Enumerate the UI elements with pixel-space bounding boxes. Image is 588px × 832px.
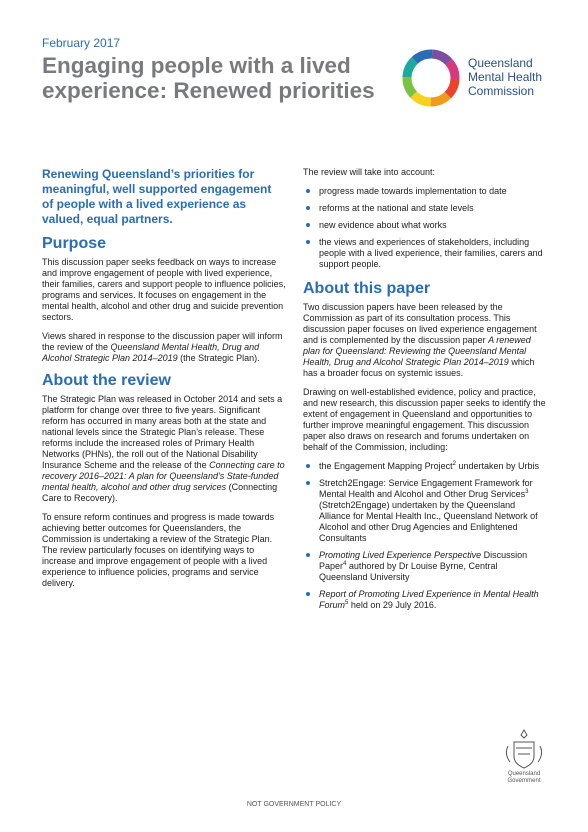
list-item: reforms at the national and state levels bbox=[303, 203, 547, 214]
logo-line: Mental Health bbox=[468, 70, 543, 84]
review-paragraph-2: To ensure reform continues and progress is made towards achieving better outcomes for Queenslanders, the Commission is undertaking a review of the Strategic Plan. The review particularly focuses on identifying ways to increase and improve engagement of people with a lived experience to influence policies, programs and service delivery. bbox=[42, 512, 275, 588]
left-column bbox=[42, 167, 286, 597]
review-heading: About the review bbox=[42, 372, 171, 389]
list-item: Promoting Lived Experience Perspective Discussion Paper$^4$ authored by Dr Louise Byrne, Central Queensland University bbox=[303, 550, 547, 583]
purpose-paragraph-1: This discussion paper seeks feedback on ways to increase and improve engagement of people with lived experience, their families, carers and support people to influence policies, programs and services. It focuses on engagement in the mental health, alcohol and other drug and suicide prevention sectors. bbox=[42, 257, 286, 322]
commission-logo-icon bbox=[401, 48, 461, 108]
date-label: February 2017 bbox=[42, 36, 121, 50]
list-item: progress made towards implementation to date bbox=[303, 186, 547, 197]
paper-paragraph-2: Drawing on well-established evidence, policy and practice, and new research, this discussion paper seeks to identify the extent of engagement in Queensland and opportunities to further improve meaningful engagement. This discussion paper also draws on research and forums undertaken on behalf of the Commission, including: bbox=[303, 387, 546, 452]
list-item: the Engagement Mapping Project$^2$ undertaken by Urbis bbox=[303, 461, 547, 472]
list-item: new evidence about what works bbox=[303, 220, 547, 231]
list-item: the views and experiences of stakeholders, including people with a lived experience, their families, carers and support people. bbox=[303, 237, 547, 270]
commission-logo-text bbox=[468, 56, 542, 98]
footer-disclaimer: NOT GOVERNMENT POLICY bbox=[246, 801, 342, 808]
review-intro: The review will take into account: bbox=[303, 167, 436, 177]
purpose-heading: Purpose bbox=[42, 235, 107, 252]
list-item: Report of Promoting Lived Experience in Mental Health Forum$^5$ held on 29 July 2016. bbox=[303, 589, 547, 611]
sources-list bbox=[303, 461, 547, 611]
page-title: Engaging people with a lived experience: Renewed priorities bbox=[42, 53, 375, 103]
logo-line: Commission bbox=[468, 84, 535, 98]
paper-paragraph-1: Two discussion papers have been released by the Commission as part of its consultation process. This discussion paper focuses on lived experience engagement and is complemented by the discussion paper A renewed plan for Queensland: Reviewing the Queensland Mental Health, Drug and Alcohol Strategic Plan 2014–2019 which has a broader focus on systemic issues. bbox=[303, 302, 537, 378]
queensland-government-text bbox=[498, 771, 550, 785]
list-item: Stretch2Engage: Service Engagement Framework for Mental Health and Alcohol and Other Drug Services$^3$ (Stretch2Engage) undertaken by the Queensland Alliance for Mental Health Inc., Queensland Network of Alcohol and other Drug Agencies and Enlightened Consultants bbox=[303, 478, 547, 544]
purpose-paragraph-2: Views shared in response to the discussion paper will inform the review of the Queensland Mental Health, Drug and Alcohol Strategic Plan 2014–2019 (the Strategic Plan). bbox=[42, 331, 283, 363]
right-column bbox=[303, 167, 547, 619]
qg-line: Queensland bbox=[507, 771, 541, 777]
qg-line: Government bbox=[507, 778, 541, 784]
logo-line: Queensland bbox=[468, 56, 533, 70]
lead-statement: Renewing Queensland’s priorities for meaningful, well supported engagement of people with a lived experience as valued, equal partners. bbox=[42, 167, 272, 226]
paper-heading: About this paper bbox=[303, 280, 431, 297]
review-considerations-list bbox=[303, 186, 547, 270]
review-paragraph-1: The Strategic Plan was released in October 2014 and sets a platform for change over three to five years. Significant reform has occurred in many areas both at the state and national levels since the Strategic Plan’s release. These reforms include the increased roles of Primary Health Networks (PHNs), the roll out of the National Disability Insurance Scheme and the release of the Connecting care to recovery 2016–2021: A plan for Queensland’s State-funded mental health, alcohol and other drug services (Connecting Care to Recovery). bbox=[42, 394, 285, 503]
